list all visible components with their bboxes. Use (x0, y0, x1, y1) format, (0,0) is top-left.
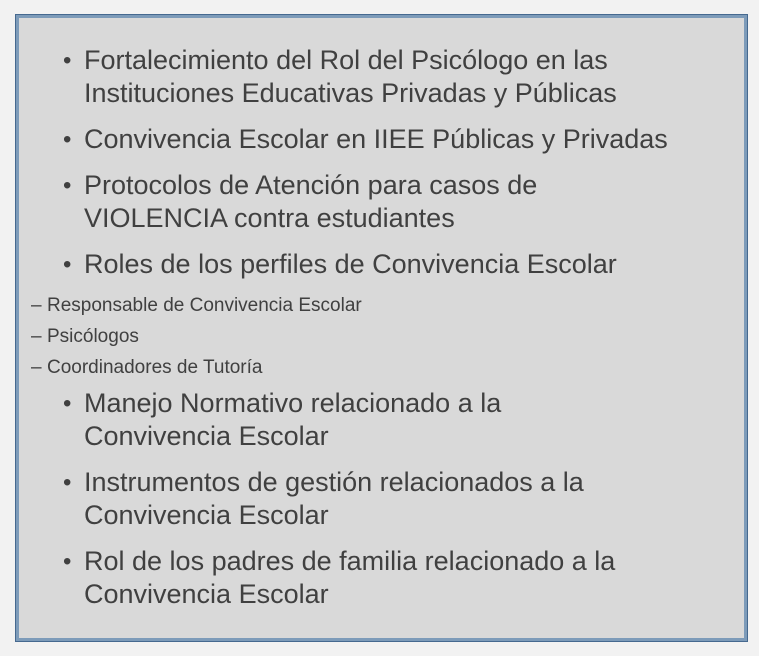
dash-icon: – (31, 326, 42, 347)
sub-bullet-item-text (47, 356, 718, 380)
bullet-item (63, 248, 718, 281)
slide-content-box (16, 15, 747, 641)
bullet-dot-icon: • (63, 126, 72, 153)
bullet-dot-icon: • (63, 47, 72, 74)
bullet-dot-icon: • (63, 390, 72, 417)
bullet-item (63, 123, 718, 156)
sub-bullet-item-text (47, 294, 718, 318)
bullet-line: Rol de los padres de familia relacionado a la (84, 546, 616, 576)
bullet-line: Convivencia Escolar (84, 500, 329, 530)
sub-bullet-item (31, 325, 718, 349)
bullet-item-text (84, 123, 718, 156)
bullet-item (63, 169, 718, 235)
bullet-line: Manejo Normativo relacionado a la (84, 388, 502, 418)
sub-bullet-item (31, 356, 718, 380)
bullet-line: Roles de los perfiles de Convivencia Escolar (84, 249, 617, 279)
sub-bullet-item-text (47, 325, 718, 349)
bullet-line: VIOLENCIA contra estudiantes (84, 203, 455, 233)
bullet-line: Responsable de Convivencia Escolar (47, 295, 362, 316)
bullet-line: Instrumentos de gestión relacionados a la (84, 467, 584, 497)
bullet-item (63, 387, 718, 453)
bullet-line: Protocolos de Atención para casos de (84, 170, 538, 200)
bullet-item-text (84, 44, 718, 110)
bullet-dot-icon: • (63, 172, 72, 199)
dash-icon: – (31, 357, 42, 378)
bullet-item-text (84, 169, 718, 235)
bullet-item-text (84, 248, 718, 281)
bullet-item (63, 466, 718, 532)
dash-icon: – (31, 295, 42, 316)
bullet-line: Coordinadores de Tutoría (47, 357, 263, 378)
bullet-item-text (84, 545, 718, 611)
bullet-item (63, 44, 718, 110)
bullet-line: Psicólogos (47, 326, 139, 347)
bullet-line: Convivencia Escolar en IIEE Públicas y Privadas (84, 124, 668, 154)
bullet-line: Fortalecimiento del Rol del Psicólogo en las (84, 45, 608, 75)
bullet-item-text (84, 387, 718, 453)
sub-bullet-item (31, 294, 718, 318)
bullet-line: Instituciones Educativas Privadas y Públicas (84, 78, 617, 108)
bullet-dot-icon: • (63, 251, 72, 278)
bullet-line: Convivencia Escolar (84, 421, 329, 451)
bullet-line: Convivencia Escolar (84, 579, 329, 609)
bullet-item-text (84, 466, 718, 532)
bullet-dot-icon: • (63, 548, 72, 575)
bullet-item (63, 545, 718, 611)
bullet-dot-icon: • (63, 469, 72, 496)
